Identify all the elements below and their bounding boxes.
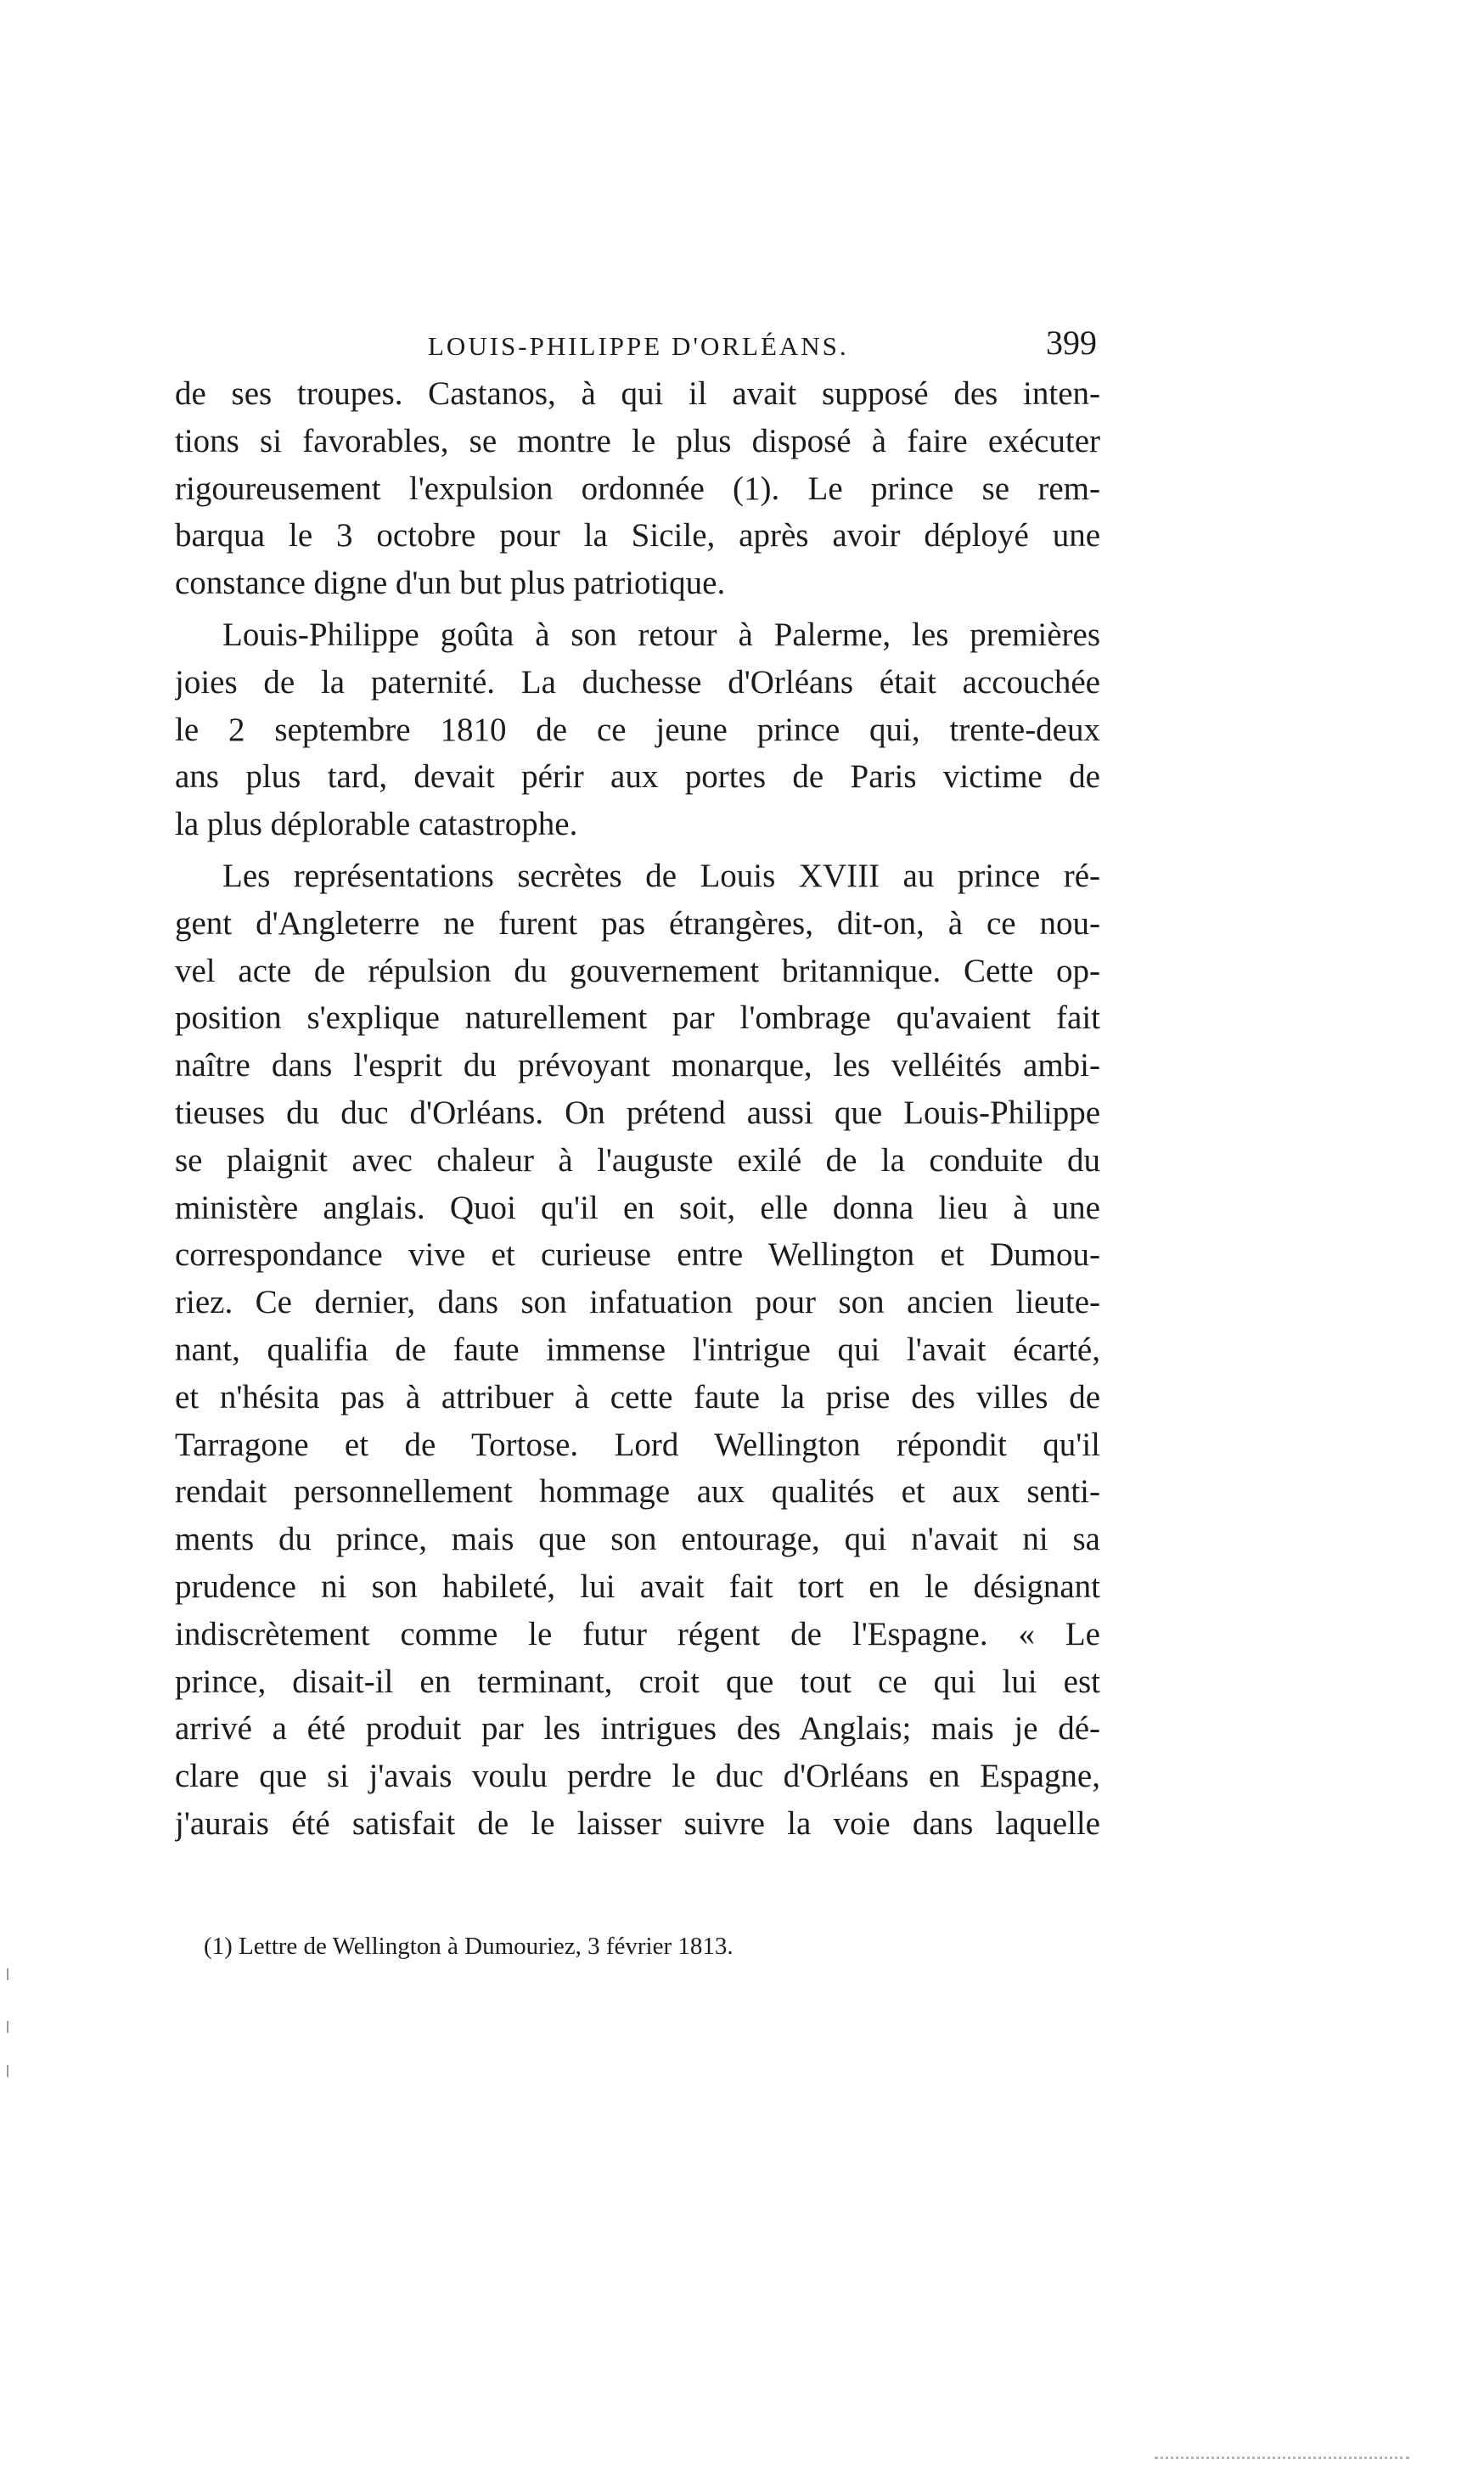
text-line: correspondance vive et curieuse entre Wellington et Dumou- [175, 1236, 1100, 1274]
text-line: position s'explique naturellement par l'ombrage qu'avaient fait [175, 999, 1100, 1037]
scan-margin-mark [7, 2065, 8, 2077]
text-line: ministère anglais. Quoi qu'il en soit, elle donna lieu à une [175, 1189, 1100, 1226]
text-line: j'aurais été satisfait de le laisser suivre la voie dans laquelle [175, 1804, 1100, 1842]
text-line: Louis-Philippe goûta à son retour à Palerme, les premières [222, 616, 1100, 653]
text-line: le 2 septembre 1810 de ce jeune prince qui, trente-deux [175, 711, 1100, 748]
text-line: tions si favorables, se montre le plus disposé à faire exécuter [175, 422, 1100, 459]
scan-edge-dots [1155, 2457, 1409, 2463]
text-line: Tarragone et de Tortose. Lord Wellington répondit qu'il [175, 1426, 1100, 1463]
text-line: arrivé a été produit par les intrigues des Anglais; mais je dé- [175, 1710, 1100, 1748]
scan-margin-mark [7, 2021, 8, 2033]
body-text [175, 370, 1100, 1848]
text-line: prudence ni son habileté, lui avait fait tort en le désignant [175, 1568, 1100, 1605]
text-line: indiscrètement comme le futur régent de l'Espagne. « Le [175, 1615, 1100, 1652]
scan-margin-mark [7, 1968, 8, 1980]
text-line: tieuses du duc d'Orléans. On prétend aussi que Louis-Philippe [175, 1094, 1100, 1131]
text-line: nant, qualifia de faute immense l'intrigue qui l'avait écarté, [175, 1331, 1100, 1368]
text-line: ans plus tard, devait périr aux portes de Paris victime de [175, 758, 1100, 796]
text-line: la plus déplorable catastrophe. [175, 806, 578, 843]
text-line: riez. Ce dernier, dans son infatuation pour son ancien lieute- [175, 1284, 1100, 1321]
text-line: barqua le 3 octobre pour la Sicile, après avoir déployé une [175, 517, 1100, 554]
page-number: 399 [1046, 324, 1097, 362]
text-line: joies de la paternité. La duchesse d'Orléans était accouchée [175, 663, 1100, 701]
text-line: rigoureusement l'expulsion ordonnée (1). Le prince se rem- [175, 470, 1100, 507]
text-line: clare que si j'avais voulu perdre le duc d'Orléans en Espagne, [175, 1758, 1100, 1795]
text-line: constance digne d'un but plus patriotique. [175, 565, 726, 602]
text-line: ments du prince, mais que son entourage, qui n'avait ni sa [175, 1521, 1100, 1558]
running-title: LOUIS-PHILIPPE D'ORLÉANS. [428, 331, 849, 361]
text-line: prince, disait-il en terminant, croit que tout ce qui lui est [175, 1663, 1100, 1700]
text-line: de ses troupes. Castanos, à qui il avait supposé des inten- [175, 375, 1100, 412]
text-line: et n'hésita pas à attribuer à cette faute la prise des villes de [175, 1378, 1100, 1416]
text-line: Les représentations secrètes de Louis XVIII au prince ré- [222, 857, 1100, 894]
text-line: se plaignit avec chaleur à l'auguste exilé de la conduite du [175, 1141, 1100, 1179]
text-line: naître dans l'esprit du prévoyant monarque, les velléités ambi- [175, 1047, 1100, 1084]
text-line: vel acte de répulsion du gouvernement britannique. Cette op- [175, 952, 1100, 989]
footnote: (1) Lettre de Wellington à Dumouriez, 3 février 1813. [204, 1933, 734, 1960]
text-line: rendait personnellement hommage aux qualités et aux senti- [175, 1473, 1100, 1511]
text-line: gent d'Angleterre ne furent pas étrangères, dit-on, à ce nou- [175, 904, 1100, 942]
running-header [175, 323, 1100, 374]
